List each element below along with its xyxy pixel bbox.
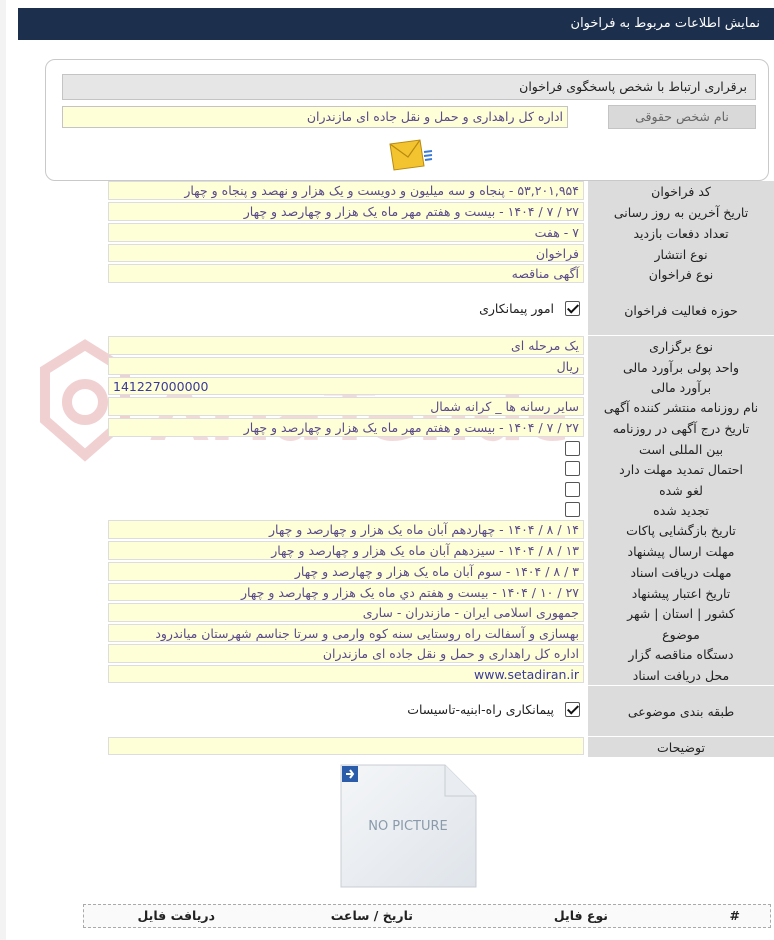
row-newspaper xyxy=(108,397,774,418)
publish-type-value: فراخوان xyxy=(108,244,584,262)
row-call-type xyxy=(108,264,774,285)
contact-panel xyxy=(45,59,769,181)
row-docs-place xyxy=(108,665,774,685)
subject-value: بهسازی و آسفالت راه روستایی سنه کوه وارمی و سرتا جناسم شهرستان میاندرود xyxy=(108,624,584,642)
row-code xyxy=(108,181,774,202)
submit-deadline-value: ۱۳ / ۸ / ۱۴۰۴ - سیزدهم آبان ماه یک هزار و چهارصد و چهار xyxy=(108,541,584,560)
docs-place-link[interactable]: www.setadiran.ir xyxy=(108,665,584,683)
currency-value: ریال xyxy=(108,357,584,375)
files-col-date: تاریخ / ساعت xyxy=(330,908,413,923)
row-renewed xyxy=(108,500,774,520)
category-label: طبقه بندی موضوعی xyxy=(588,686,774,737)
validity-value: ۲۷ / ۱۰ / ۱۴۰۴ - بیست و هفتم دي ماه یک هزار و چهارصد و چهار xyxy=(108,583,584,601)
newspaper-value: سایر رسانه ها _ کرانه شمال xyxy=(108,397,584,416)
files-table-header xyxy=(83,904,771,928)
files-col-num: # xyxy=(729,908,740,923)
docs-place-label: محل دریافت اسناد xyxy=(588,665,774,686)
activity-label: حوزه فعالیت فراخوان xyxy=(588,285,774,336)
organizer-value: اداره کل راهداری و حمل و نقل جاده ای مازندران xyxy=(108,644,584,663)
international-checkbox[interactable] xyxy=(565,441,580,456)
notes-label: توضیحات xyxy=(588,737,774,758)
row-location xyxy=(108,603,774,624)
organizer-label: دستگاه مناقصه گزار xyxy=(588,644,774,666)
opening-date-value: ۱۴ / ۸ / ۱۴۰۴ - چهاردهم آبان ماه یک هزار و چهارصد و چهار xyxy=(108,520,584,539)
row-cancelled xyxy=(108,480,774,500)
docs-deadline-label: مهلت دریافت اسناد xyxy=(588,562,774,584)
newspaper-label: نام روزنامه منتشر کننده آگهی xyxy=(588,397,774,419)
contact-panel-title: برقراری ارتباط با شخص پاسخگوی فراخوان xyxy=(62,74,756,100)
row-docs-deadline xyxy=(108,562,774,583)
renewed-checkbox[interactable] xyxy=(565,502,580,517)
row-organizer xyxy=(108,644,774,665)
no-picture-image xyxy=(340,764,477,888)
docs-deadline-value: ۳ / ۸ / ۱۴۰۴ - سوم آبان ماه یک هزار و چهارصد و چهار xyxy=(108,562,584,581)
cancelled-label: لغو شده xyxy=(588,480,774,501)
row-validity xyxy=(108,583,774,603)
row-notes xyxy=(108,737,774,757)
files-col-download: دریافت فایل xyxy=(137,908,215,923)
row-submit-deadline xyxy=(108,541,774,562)
row-international xyxy=(108,439,774,459)
cancelled-checkbox[interactable] xyxy=(565,482,580,497)
visits-label: تعداد دفعات بازدید xyxy=(588,223,774,245)
row-activity xyxy=(108,285,774,335)
page-title: نمایش اطلاعات مربوط به فراخوان xyxy=(570,16,760,31)
last-update-label: تاریخ آخرین به روز رسانی xyxy=(588,202,774,224)
currency-label: واحد پولی برآورد مالی xyxy=(588,357,774,378)
subject-label: موضوع xyxy=(588,624,774,645)
legal-person-label: نام شخص حقوقی xyxy=(608,105,756,129)
visits-value: ۷ - هفت xyxy=(108,223,584,242)
code-value: ۵۳,۲۰۱,۹۵۴ - پنجاه و سه میلیون و دویست و یک هزار و نهصد و پنجاه و چهار xyxy=(108,181,584,200)
row-opening-date xyxy=(108,520,774,541)
notes-value xyxy=(108,737,584,755)
submit-deadline-label: مهلت ارسال پیشنهاد xyxy=(588,541,774,563)
location-label: کشور | استان | شهر xyxy=(588,603,774,625)
renewed-label: تجدید شده xyxy=(588,500,774,521)
row-extension xyxy=(108,459,774,480)
international-label: بین المللی است xyxy=(588,439,774,460)
extension-label: احتمال تمدید مهلت دارد xyxy=(588,459,774,481)
call-type-label: نوع فراخوان xyxy=(588,264,774,286)
last-update-value: ۲۷ / ۷ / ۱۴۰۴ - بیست و هفتم مهر ماه یک هزار و چهارصد و چهار xyxy=(108,202,584,221)
files-col-type: نوع فایل xyxy=(553,908,608,923)
hold-type-label: نوع برگزاری xyxy=(588,336,774,358)
row-last-update xyxy=(108,202,774,223)
legal-person-value: اداره کل راهداری و حمل و نقل جاده ای مازندران xyxy=(62,106,568,128)
category-checkbox[interactable] xyxy=(565,702,580,717)
row-category xyxy=(108,686,774,736)
hold-type-value: یک مرحله ای xyxy=(108,336,584,355)
page-scrollbar[interactable] xyxy=(0,0,6,940)
row-publish-type xyxy=(108,244,774,264)
row-newspaper-date xyxy=(108,418,774,439)
row-estimate xyxy=(108,377,774,397)
extension-checkbox[interactable] xyxy=(565,461,580,476)
validity-label: تاریخ اعتبار پیشنهاد xyxy=(588,583,774,604)
page-header xyxy=(18,8,774,40)
no-picture-text: NO PICTURE xyxy=(368,819,448,834)
call-type-value: آگهی مناقصه xyxy=(108,264,584,283)
row-subject xyxy=(108,624,774,644)
newspaper-date-value: ۲۷ / ۷ / ۱۴۰۴ - بیست و هفتم مهر ماه یک هزار و چهارصد و چهار xyxy=(108,418,584,437)
category-value: پیمانکاری راه-ابنیه-تاسیسات xyxy=(407,702,554,717)
activity-value: امور پیمانکاری xyxy=(479,301,554,316)
row-visits xyxy=(108,223,774,244)
code-label: کد فراخوان xyxy=(588,181,774,203)
newspaper-date-label: تاریخ درج آگهی در روزنامه xyxy=(588,418,774,440)
activity-checkbox[interactable] xyxy=(565,301,580,316)
row-hold-type xyxy=(108,336,774,357)
envelope-icon[interactable] xyxy=(386,138,434,172)
location-value: جمهوری اسلامی ایران - مازندران - ساری xyxy=(108,603,584,622)
opening-date-label: تاریخ بازگشایی پاکات xyxy=(588,520,774,542)
estimate-label: برآورد مالی xyxy=(588,377,774,398)
estimate-value: 141227000000 xyxy=(108,377,584,395)
publish-type-label: نوع انتشار xyxy=(588,244,774,265)
row-currency xyxy=(108,357,774,377)
